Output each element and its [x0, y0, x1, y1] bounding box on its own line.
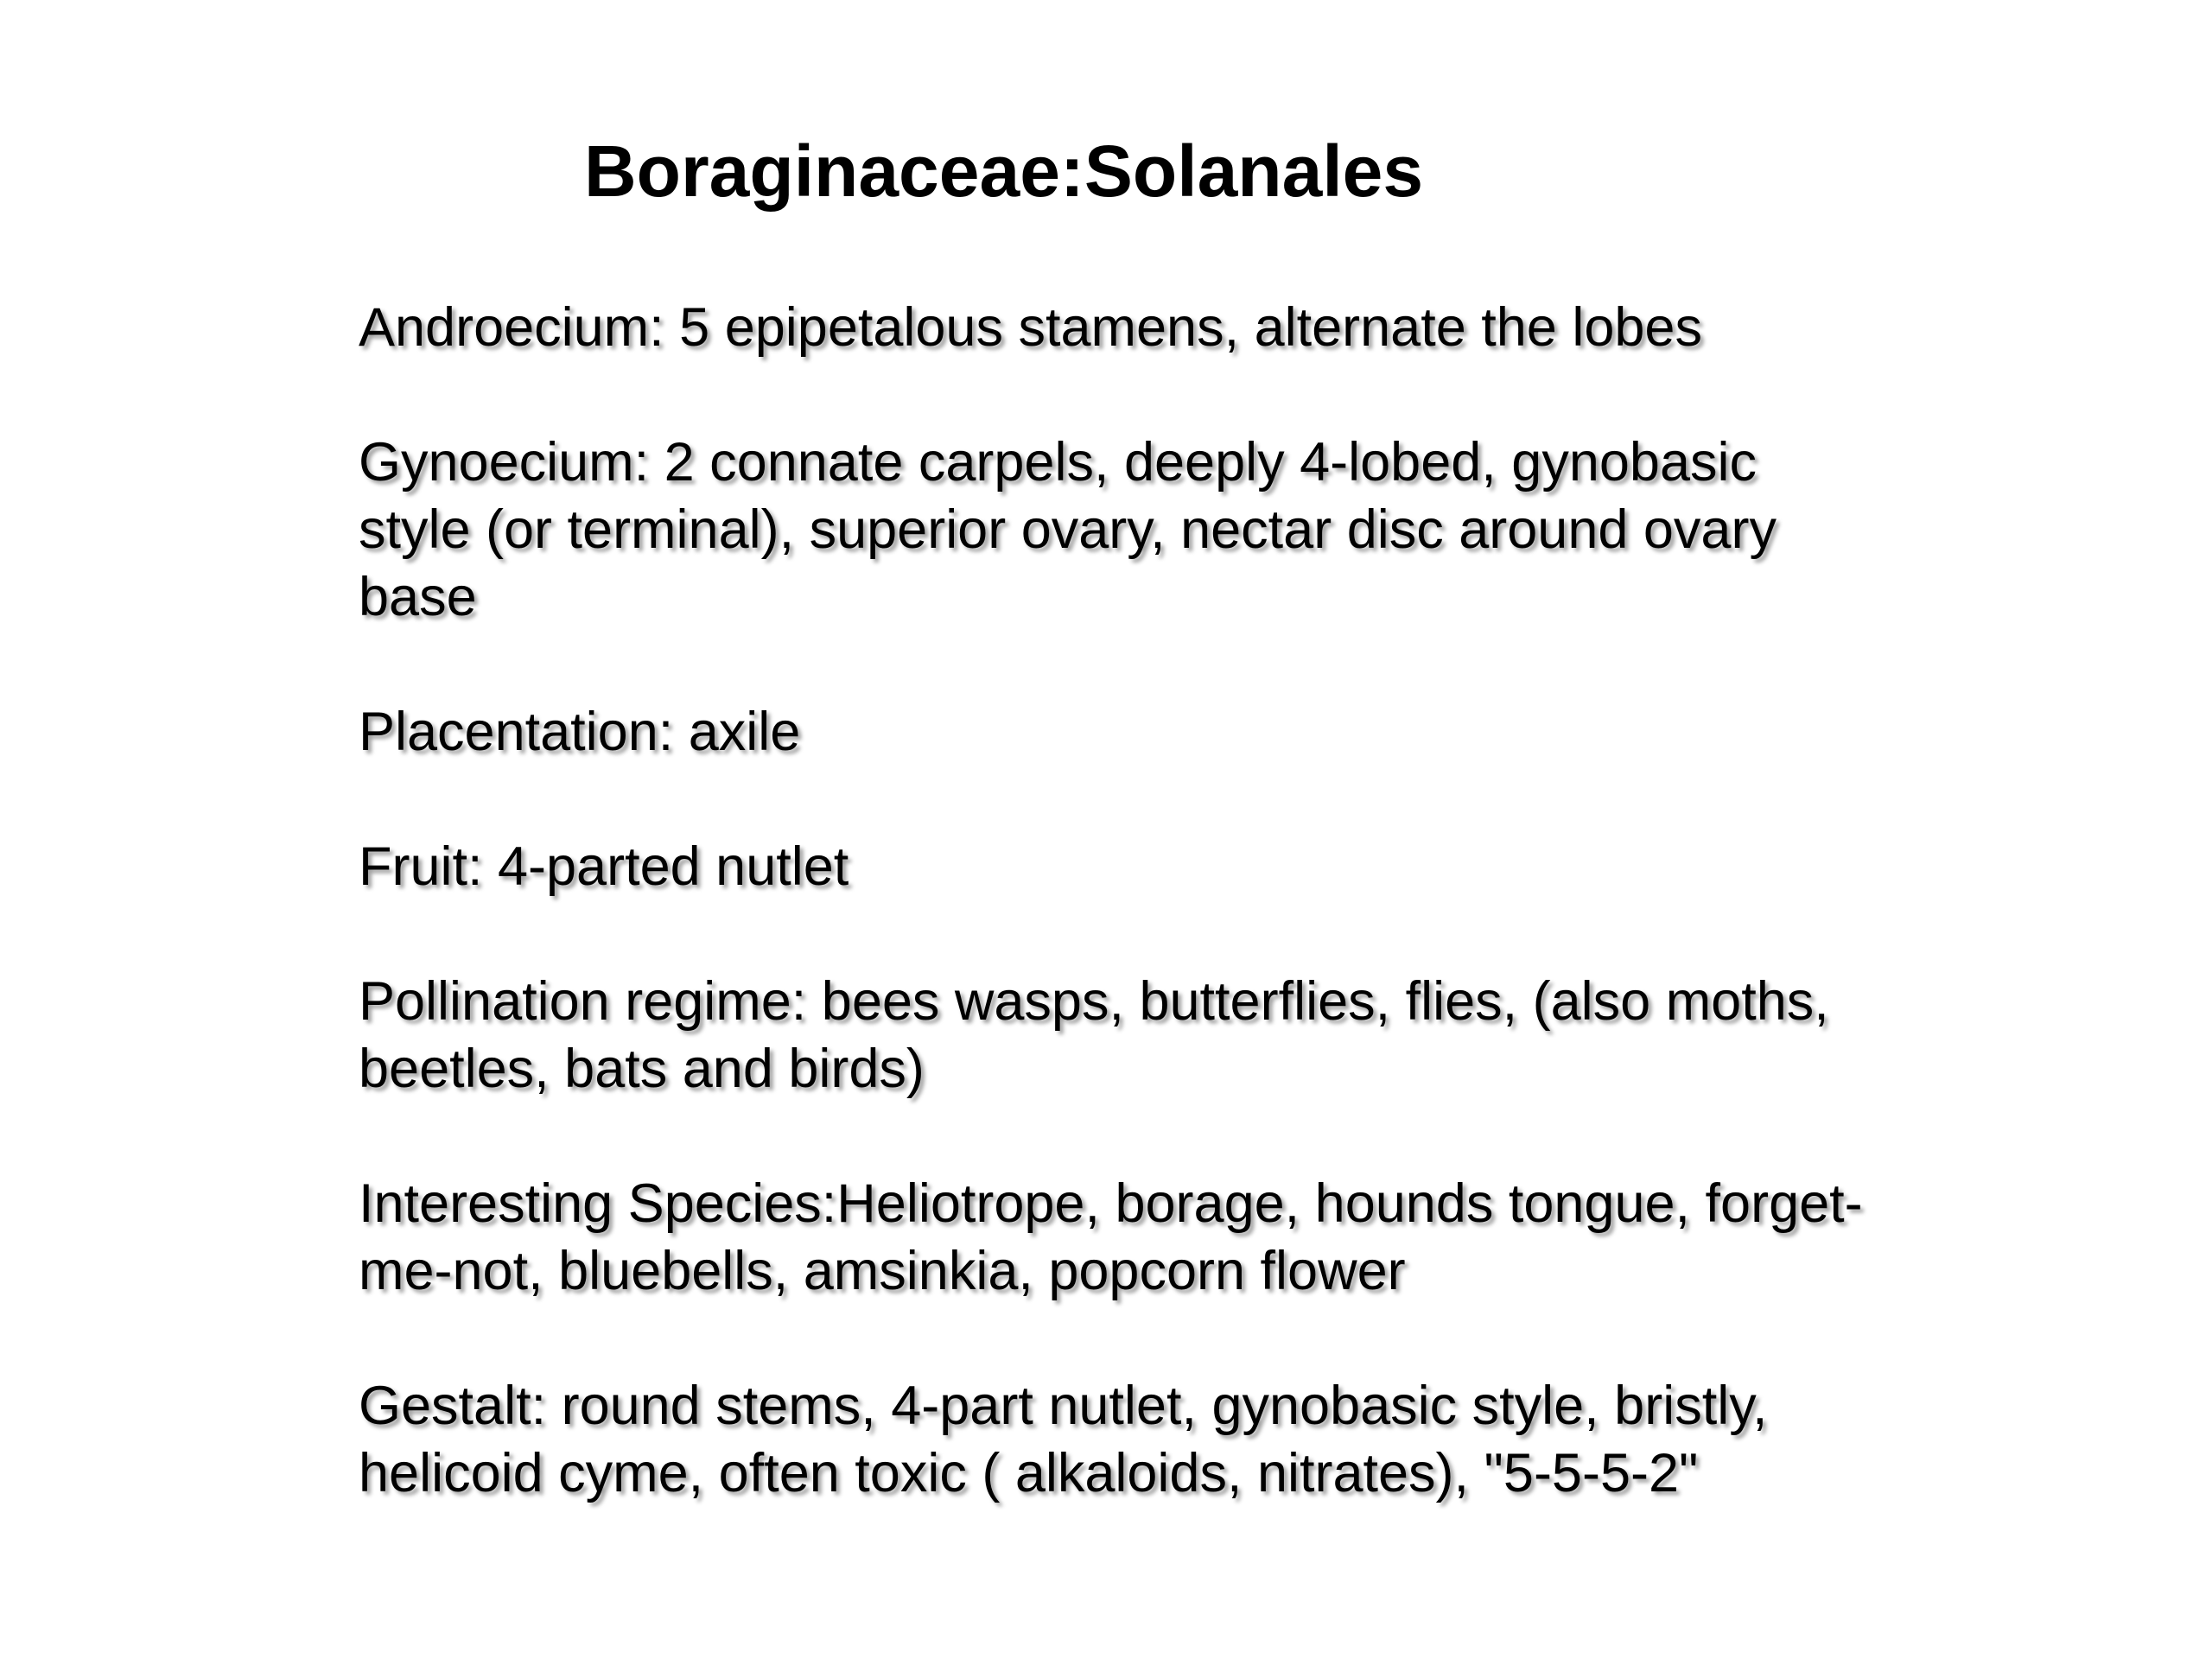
- gynoecium-line-2: style (or terminal), superior ovary, nectar disc around ovary: [359, 499, 1777, 560]
- placentation-line-1: Placentation: axile: [359, 702, 801, 762]
- gynoecium-paragraph: [359, 429, 1931, 631]
- pollination-line-1: Pollination regime: bees wasps, butterflies, flies, (also moths,: [359, 971, 1829, 1032]
- gestalt-paragraph: [359, 1372, 1931, 1507]
- fruit-paragraph: [359, 833, 1931, 900]
- slide-body: [359, 294, 1931, 1507]
- fruit-line-1: Fruit: 4-parted nutlet: [359, 836, 849, 897]
- androecium-line-1: Androecium: 5 epipetalous stamens, alternate the lobes: [359, 297, 1702, 358]
- gynoecium-line-1: Gynoecium: 2 connate carpels, deeply 4-lobed, gynobasic: [359, 432, 1757, 493]
- gestalt-line-1: Gestalt: round stems, 4-part nutlet, gynobasic style, bristly,: [359, 1376, 1768, 1436]
- species-line-1: Interesting Species:Heliotrope, borage, hounds tongue, forget-: [359, 1173, 1863, 1234]
- slide-title: Boraginaceae:Solanales: [584, 130, 1424, 212]
- gynoecium-line-3: base: [359, 567, 477, 627]
- androecium-paragraph: [359, 294, 1931, 361]
- placentation-paragraph: [359, 698, 1931, 766]
- species-line-2: me-not, bluebells, amsinkia, popcorn flower: [359, 1241, 1406, 1301]
- pollination-paragraph: [359, 968, 1931, 1103]
- pollination-line-2: beetles, bats and birds): [359, 1039, 925, 1099]
- gestalt-line-2: helicoid cyme, often toxic ( alkaloids, nitrates), "5-5-5-2": [359, 1443, 1699, 1503]
- species-paragraph: [359, 1170, 1931, 1305]
